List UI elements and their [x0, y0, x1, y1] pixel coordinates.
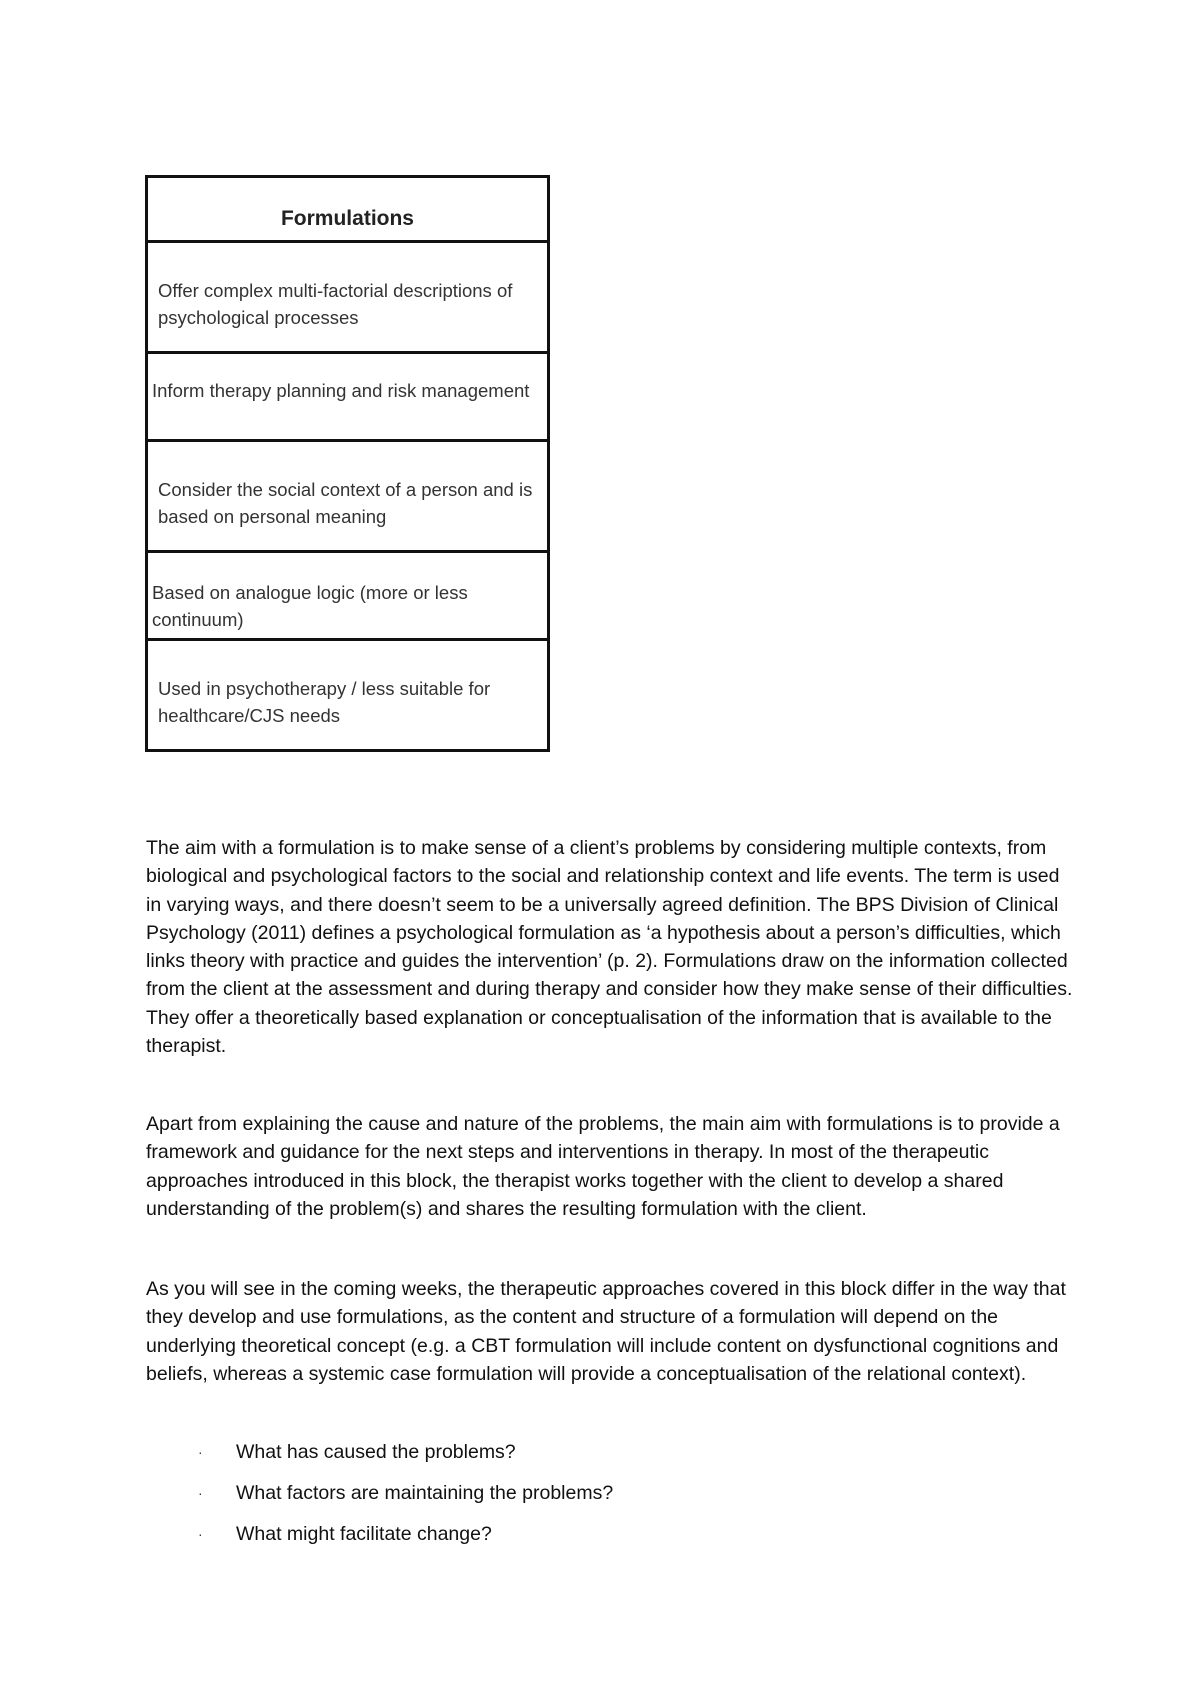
- table-row: [145, 351, 550, 442]
- paragraph-formulation-purpose: Apart from explaining the cause and nature of the problems, the main aim with formulations is to provide a framework and guidance for the next steps and interventions in therapy. In most of the therapeutic approaches introduced in this block, the therapist works together with the client to develop a shared understanding of the problem(s) and shares the resulting formulation with the client.: [146, 1113, 1060, 1220]
- table-row: [145, 550, 550, 641]
- list-item: [146, 1520, 1046, 1561]
- paragraph-formulation-aim: The aim with a formulation is to make sense of a client’s problems by considering multiple contexts, from biological and psychological factors to the social and relationship context and life events. The term is used in varying ways, and there doesn’t seem to be a universally agreed definition. The BPS Division of Clinical Psychology (2011) defines a psychological formulation as ‘a hypothesis about a person’s difficulties, which links theory with practice and guides the intervention’ (p. 2). Formulations draw on the information collected from the client at the assessment and during therapy and consider how they make sense of their difficulties. They offer a theoretically based explanation or conceptualisation of the information that is available to the therapist.: [146, 837, 1073, 1058]
- table-row-text: Based on analogue logic (more or less continuum): [152, 582, 468, 630]
- list-item: [146, 1438, 1046, 1479]
- formulations-table: [145, 175, 550, 752]
- paragraph-approaches-differ: As you will see in the coming weeks, the therapeutic approaches covered in this block differ in the way that they develop and use formulations, as the content and structure of a formulation will depend on the underlying theoretical concept (e.g. a CBT formulation will include content on dysfunctional cognitions and beliefs, whereas a systemic case formulation will provide a conceptualisation of the relational context).: [146, 1278, 1066, 1385]
- table-row-text: Used in psychotherapy / less suitable for healthcare/CJS needs: [158, 678, 491, 726]
- bullet-marker: ·: [198, 1485, 203, 1501]
- table-row: [145, 638, 550, 752]
- list-item: [146, 1479, 1046, 1520]
- list-item-text: What factors are maintaining the problems?: [236, 1482, 614, 1504]
- table-row-text: Consider the social context of a person and is based on personal meaning: [158, 479, 533, 527]
- table-row-text: Offer complex multi-factorial descriptions of psychological processes: [158, 280, 513, 328]
- table-header: Formulations: [280, 207, 414, 230]
- list-item-text: What has caused the problems?: [236, 1441, 516, 1463]
- table-header-cell: [145, 175, 550, 243]
- bullet-marker: ·: [198, 1526, 203, 1542]
- table-row-text: Inform therapy planning and risk management: [152, 380, 530, 401]
- question-list: [146, 1438, 1046, 1561]
- table-row: [145, 439, 550, 553]
- bullet-marker: ·: [198, 1444, 203, 1460]
- table-row: [145, 240, 550, 354]
- list-item-text: What might facilitate change?: [236, 1523, 492, 1545]
